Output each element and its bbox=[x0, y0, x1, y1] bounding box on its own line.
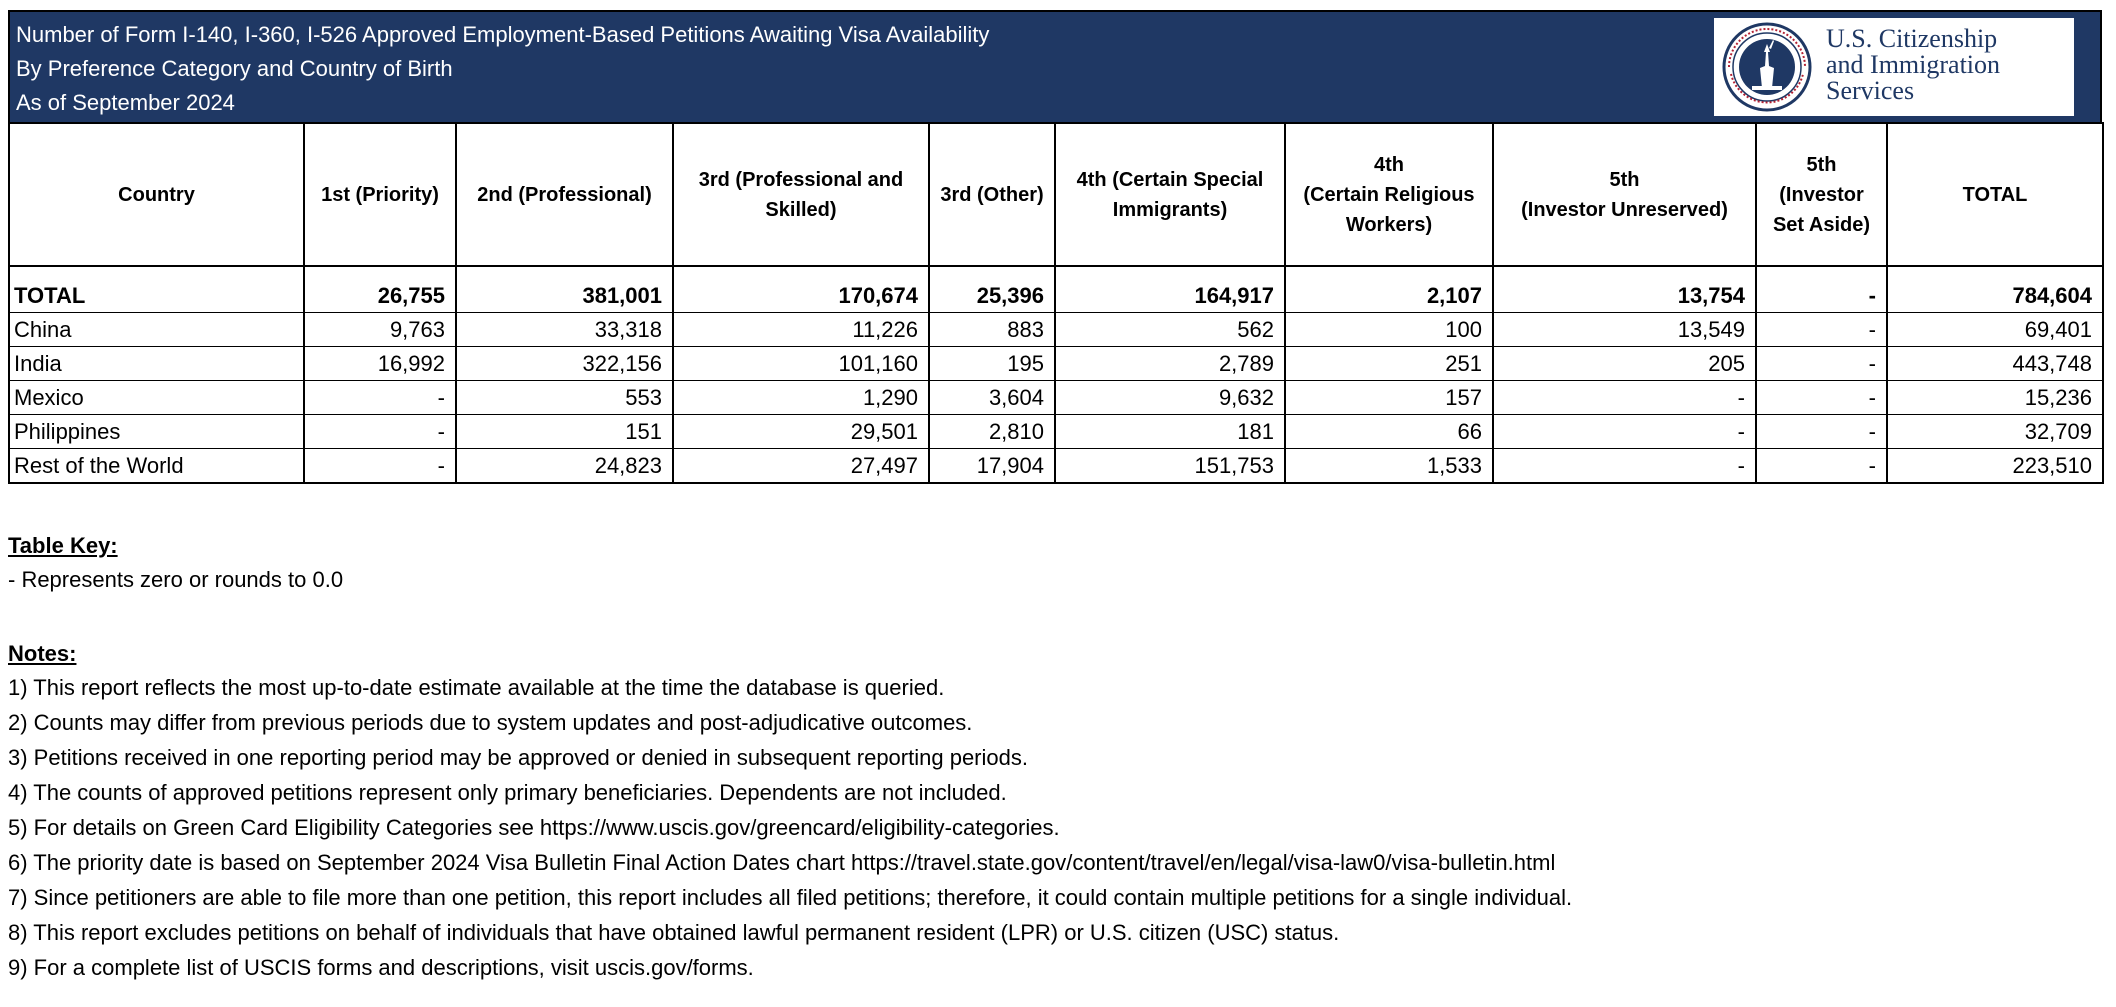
note-item: 7) Since petitioners are able to file more than one petition, this report includes all filed petitions; therefore, it could contain multiple petitions for a single individual. bbox=[8, 885, 1573, 910]
value-cell: 443,748 bbox=[1887, 347, 2103, 381]
country-cell: Philippines bbox=[9, 415, 304, 449]
column-header-total: TOTAL bbox=[1887, 123, 2103, 266]
country-cell: India bbox=[9, 347, 304, 381]
value-cell: - bbox=[1493, 449, 1756, 484]
table-total-row bbox=[9, 279, 2103, 313]
spacer-cell bbox=[929, 266, 1055, 279]
column-header-4th-religious-workers: 4th (Certain Religious Workers) bbox=[1285, 123, 1493, 266]
note-item: 8) This report excludes petitions on behalf of individuals that have obtained lawful permanent resident (LPR) or U.S. citizen (USC) status. bbox=[8, 920, 1340, 945]
value-cell: 24,823 bbox=[456, 449, 673, 484]
table-key bbox=[8, 530, 343, 597]
value-cell: 205 bbox=[1493, 347, 1756, 381]
agency-name-line3: Services bbox=[1826, 76, 1915, 105]
note-item: 1) This report reflects the most up-to-date estimate available at the time the database is queried. bbox=[8, 675, 945, 700]
table-key-heading: Table Key: bbox=[8, 533, 118, 558]
spacer-cell bbox=[304, 266, 456, 279]
notes-section bbox=[8, 638, 1572, 985]
value-cell: 170,674 bbox=[673, 279, 929, 313]
note-item: 4) The counts of approved petitions represent only primary beneficiaries. Dependents are not included. bbox=[8, 780, 1007, 805]
value-cell: - bbox=[1493, 415, 1756, 449]
column-header-4th-special-immigrants: 4th (Certain Special Immigrants) bbox=[1055, 123, 1285, 266]
agency-name bbox=[1826, 26, 2000, 104]
note-item: 5) For details on Green Card Eligibility Categories see https://www.uscis.gov/greencard/eligibility-categories. bbox=[8, 815, 1060, 840]
value-cell: 66 bbox=[1285, 415, 1493, 449]
country-cell: TOTAL bbox=[9, 279, 304, 313]
column-header-3rd-professional-skilled: 3rd (Professional and Skilled) bbox=[673, 123, 929, 266]
value-cell: 223,510 bbox=[1887, 449, 2103, 484]
spacer-cell bbox=[1055, 266, 1285, 279]
value-cell: 1,290 bbox=[673, 381, 929, 415]
country-cell: Mexico bbox=[9, 381, 304, 415]
table-key-item: - Represents zero or rounds to 0.0 bbox=[8, 567, 344, 592]
table-row bbox=[9, 381, 2103, 415]
uscis-logo bbox=[1714, 18, 2074, 116]
value-cell: - bbox=[1756, 347, 1887, 381]
value-cell: 562 bbox=[1055, 313, 1285, 347]
value-cell: 32,709 bbox=[1887, 415, 2103, 449]
column-header-5th-investor-unreserved: 5th (Investor Unreserved) bbox=[1493, 123, 1756, 266]
report-header-banner bbox=[8, 10, 2102, 122]
note-item: 9) For a complete list of USCIS forms and descriptions, visit uscis.gov/forms. bbox=[8, 955, 754, 980]
spacer-cell bbox=[9, 266, 304, 279]
note-item: 6) The priority date is based on September 2024 Visa Bulletin Final Action Dates chart https://travel.state.gov/content/travel/en/legal/visa-law0/visa-bulletin.html bbox=[8, 850, 1556, 875]
value-cell: 322,156 bbox=[456, 347, 673, 381]
table-row bbox=[9, 449, 2103, 484]
value-cell: - bbox=[1756, 279, 1887, 313]
column-header-1st-priority: 1st (Priority) bbox=[304, 123, 456, 266]
value-cell: 195 bbox=[929, 347, 1055, 381]
value-cell: - bbox=[304, 449, 456, 484]
value-cell: 15,236 bbox=[1887, 381, 2103, 415]
report-date: As of September 2024 bbox=[16, 90, 235, 115]
spacer-cell bbox=[673, 266, 929, 279]
value-cell: 3,604 bbox=[929, 381, 1055, 415]
column-header-country: Country bbox=[9, 123, 304, 266]
value-cell: - bbox=[1493, 381, 1756, 415]
value-cell: 2,107 bbox=[1285, 279, 1493, 313]
column-header-2nd-professional: 2nd (Professional) bbox=[456, 123, 673, 266]
value-cell: 17,904 bbox=[929, 449, 1055, 484]
value-cell: 101,160 bbox=[673, 347, 929, 381]
agency-name-line1: U.S. Citizenship bbox=[1826, 24, 1998, 53]
table-row bbox=[9, 313, 2103, 347]
value-cell: - bbox=[304, 415, 456, 449]
spacer-cell bbox=[1756, 266, 1887, 279]
value-cell: 2,789 bbox=[1055, 347, 1285, 381]
note-item: 3) Petitions received in one reporting period may be approved or denied in subsequent reporting periods. bbox=[8, 745, 1028, 770]
value-cell: 33,318 bbox=[456, 313, 673, 347]
value-cell: 151,753 bbox=[1055, 449, 1285, 484]
value-cell: 2,810 bbox=[929, 415, 1055, 449]
value-cell: 13,754 bbox=[1493, 279, 1756, 313]
value-cell: 157 bbox=[1285, 381, 1493, 415]
value-cell: 69,401 bbox=[1887, 313, 2103, 347]
spacer-cell bbox=[1285, 266, 1493, 279]
report-title: Number of Form I-140, I-360, I-526 Approved Employment-Based Petitions Awaiting Visa Availability bbox=[16, 22, 990, 47]
column-header-3rd-other: 3rd (Other) bbox=[929, 123, 1055, 266]
note-item: 2) Counts may differ from previous periods due to system updates and post-adjudicative outcomes. bbox=[8, 710, 973, 735]
value-cell: 883 bbox=[929, 313, 1055, 347]
notes-heading: Notes: bbox=[8, 641, 77, 666]
table-body bbox=[9, 266, 2103, 483]
value-cell: 181 bbox=[1055, 415, 1285, 449]
value-cell: 151 bbox=[456, 415, 673, 449]
column-header-5th-investor-set-aside: 5th (Investor Set Aside) bbox=[1756, 123, 1887, 266]
spacer-cell bbox=[1493, 266, 1756, 279]
value-cell: 9,632 bbox=[1055, 381, 1285, 415]
value-cell: 13,549 bbox=[1493, 313, 1756, 347]
value-cell: 25,396 bbox=[929, 279, 1055, 313]
petitions-table bbox=[8, 122, 2104, 484]
value-cell: - bbox=[1756, 313, 1887, 347]
value-cell: - bbox=[1756, 415, 1887, 449]
agency-name-line2: and Immigration bbox=[1826, 50, 2001, 79]
value-cell: 1,533 bbox=[1285, 449, 1493, 484]
value-cell: 553 bbox=[456, 381, 673, 415]
spacer-cell bbox=[1887, 266, 2103, 279]
value-cell: 11,226 bbox=[673, 313, 929, 347]
country-cell: China bbox=[9, 313, 304, 347]
report-sheet bbox=[8, 10, 2102, 484]
value-cell: 27,497 bbox=[673, 449, 929, 484]
value-cell: - bbox=[304, 381, 456, 415]
value-cell: 251 bbox=[1285, 347, 1493, 381]
value-cell: 784,604 bbox=[1887, 279, 2103, 313]
spacer-row bbox=[9, 266, 2103, 279]
value-cell: 16,992 bbox=[304, 347, 456, 381]
table-row bbox=[9, 415, 2103, 449]
report-subtitle: By Preference Category and Country of Birth bbox=[16, 56, 453, 81]
report-title-block bbox=[16, 18, 989, 120]
table-row bbox=[9, 347, 2103, 381]
value-cell: - bbox=[1756, 449, 1887, 484]
country-cell: Rest of the World bbox=[9, 449, 304, 484]
value-cell: 100 bbox=[1285, 313, 1493, 347]
value-cell: - bbox=[1756, 381, 1887, 415]
value-cell: 164,917 bbox=[1055, 279, 1285, 313]
value-cell: 29,501 bbox=[673, 415, 929, 449]
spacer-cell bbox=[456, 266, 673, 279]
uscis-seal-icon bbox=[1722, 22, 1812, 112]
value-cell: 9,763 bbox=[304, 313, 456, 347]
value-cell: 381,001 bbox=[456, 279, 673, 313]
value-cell: 26,755 bbox=[304, 279, 456, 313]
table-header-row bbox=[9, 123, 2103, 266]
